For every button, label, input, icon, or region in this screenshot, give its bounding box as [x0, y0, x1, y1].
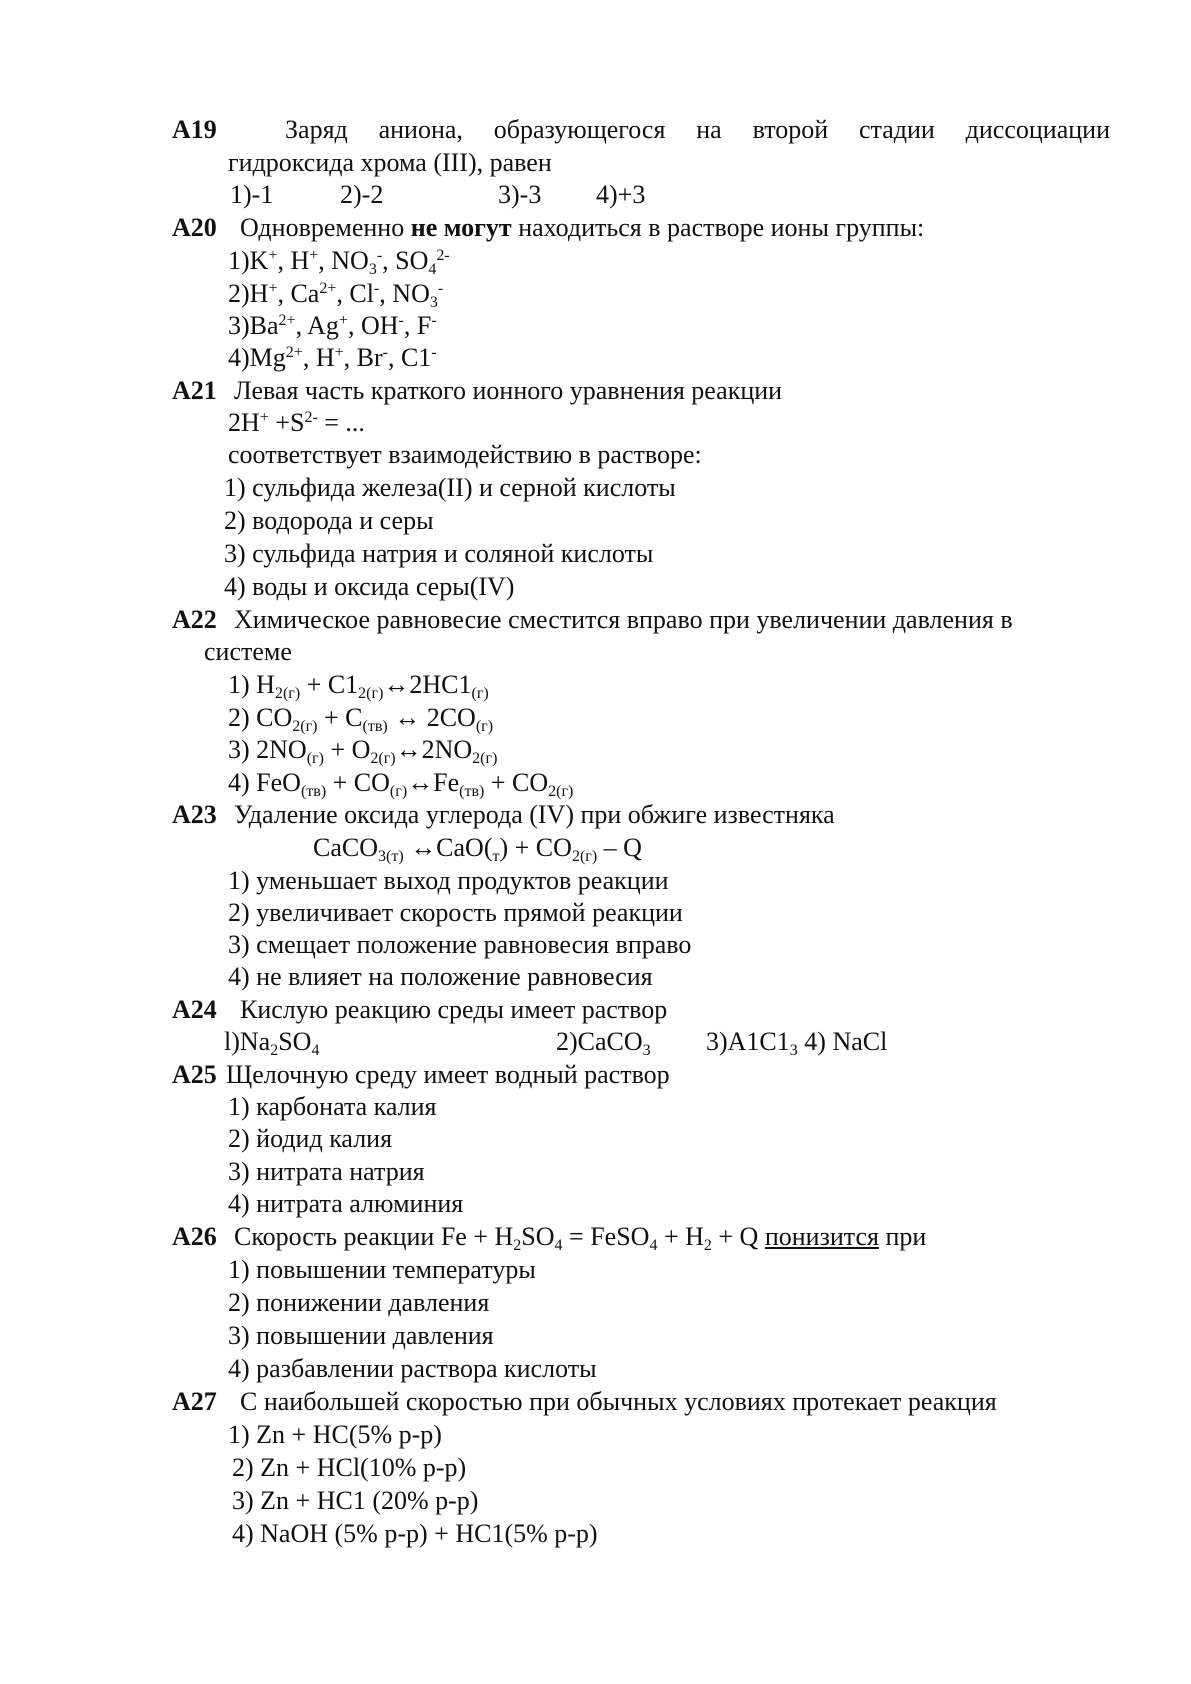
answer-option: $3)Ba^{2+}$, Ag+, OH-, F- — [228, 311, 437, 340]
question-text: Кислую реакцию среды имеет раствор — [240, 995, 668, 1024]
answer-option: 4) не влияет на положение равновесия — [228, 962, 653, 991]
question-text: Левая часть краткого ионного уравнения реакции — [234, 376, 783, 405]
answer-option: 4) воды и оксида серы(IV) — [224, 572, 515, 601]
answer-option: 2)CaCO$_3$ — [556, 1027, 651, 1059]
answer-option: 4) NaOH (5% р-р) + HC1(5% р-р) — [232, 1519, 598, 1548]
answer-option: $l)Na_2SO_4$ — [224, 1027, 320, 1059]
answer-option: 2) водорода и серы — [224, 506, 434, 535]
question-text: Химическое равновесие сместится вправо при увеличении давления в — [234, 605, 1013, 634]
answer-option: 4)+3 — [596, 180, 646, 209]
question-number: A25 — [172, 1060, 217, 1089]
answer-option: 1)-1 — [230, 180, 274, 209]
answer-option: 1) карбоната калия — [228, 1092, 437, 1121]
question-text: Удаление оксида углерода (IV) при обжиге известняка — [234, 800, 835, 829]
question-text: Скорость реакции $Fe + H_2SO_4$ = FeSO$_4$ + $H_2 + Q$ понизится при — [234, 1222, 927, 1254]
answer-option: 3) $2NO_{(г)}$ + $O_{2(г)}\leftrightarrow 2NO_{2(г)}$ — [228, 735, 498, 767]
answer-option: 2) понижении давления — [228, 1288, 490, 1317]
answer-option: 4) $FeO_{(тв)} + CO_{(г)}\leftrightarrow Fe_{(тв)} + CO_{2(г)}$ — [228, 768, 574, 800]
answer-option: 3) повышении давления — [228, 1321, 494, 1350]
answer-option: 2) йодид калия — [228, 1124, 393, 1153]
answer-option: 3) Zn + HC1 (20% р-р) — [232, 1486, 479, 1515]
question-number: A26 — [172, 1222, 217, 1251]
question-number: A24 — [172, 995, 217, 1024]
question-text: Щелочную среду имеет водный раствор — [226, 1060, 670, 1089]
question-text: Заряд аниона, образующегося на второй стадии диссоциации — [285, 115, 1110, 144]
answer-option: 1) повышении температуры — [228, 1255, 536, 1284]
question-number: A23 — [172, 800, 217, 829]
answer-option: 2)-2 — [340, 180, 384, 209]
answer-option: 1)K+, H+, $NO_3^-$, $SO_4^{2-}$ — [228, 246, 450, 278]
answer-option: 1) уменьшает выход продуктов реакции — [228, 866, 669, 895]
answer-option: 3)-3 — [498, 180, 542, 209]
answer-option: $4)Mg^{2+}$, H+, Br-, C1- — [228, 343, 437, 372]
answer-option: 3) сульфида натрия и соляной кислоты — [224, 539, 654, 568]
answer-option: 4) разбавлении раствора кислоты — [228, 1354, 597, 1383]
question-text: Одновременно не могут находиться в растворе ионы группы: — [240, 213, 925, 242]
answer-option: 1) Zn + HC(5% р-р) — [228, 1420, 442, 1449]
question-text: С наибольшей скоростью при обычных условиях протекает реакция — [240, 1387, 997, 1416]
answer-option: 1) сульфида железа(II) и серной кислоты — [224, 473, 676, 502]
question-number: A20 — [172, 213, 217, 242]
equation: $2H^+ +S^{2-}$ = ... — [228, 408, 365, 437]
question-text: соответствует взаимодействию в растворе: — [228, 440, 702, 469]
question-number: A22 — [172, 605, 217, 634]
question-number: A21 — [172, 376, 217, 405]
answer-option: 1) $H_{2(г)}$ + $C1_{2(г)}\leftrightarrow 2HC1_{(г)}$ — [228, 670, 489, 702]
answer-option: 4) нитрата алюминия — [228, 1189, 464, 1218]
answer-option: 2)H+, $Ca^{2+}$, Cl-, $NO_3^-$ — [228, 279, 444, 311]
question-number: A27 — [172, 1387, 217, 1416]
answer-option: 3) смещает положение равновесия вправо — [228, 930, 692, 959]
answer-option: 2) $CO_{2(г)} + C_{(тв)}$ ↔ $2CO_{(г)}$ — [228, 703, 494, 735]
equation: CaCO$_{3(т)}$ $\leftrightarrow CaO(_т) + CO_{2(г)} - Q$ — [313, 833, 642, 865]
question-text: системе — [204, 637, 292, 666]
answer-option: 2) Zn + HCl(10% р-р) — [232, 1453, 467, 1482]
question-number: A19 — [172, 115, 217, 144]
answer-option: 2) увеличивает скорость прямой реакции — [228, 898, 683, 927]
question-text: гидроксида хрома (III), равен — [228, 148, 552, 177]
answer-option: $3)A1C1_3$ 4) NaCl — [706, 1027, 888, 1059]
answer-option: 3) нитрата натрия — [228, 1157, 425, 1186]
